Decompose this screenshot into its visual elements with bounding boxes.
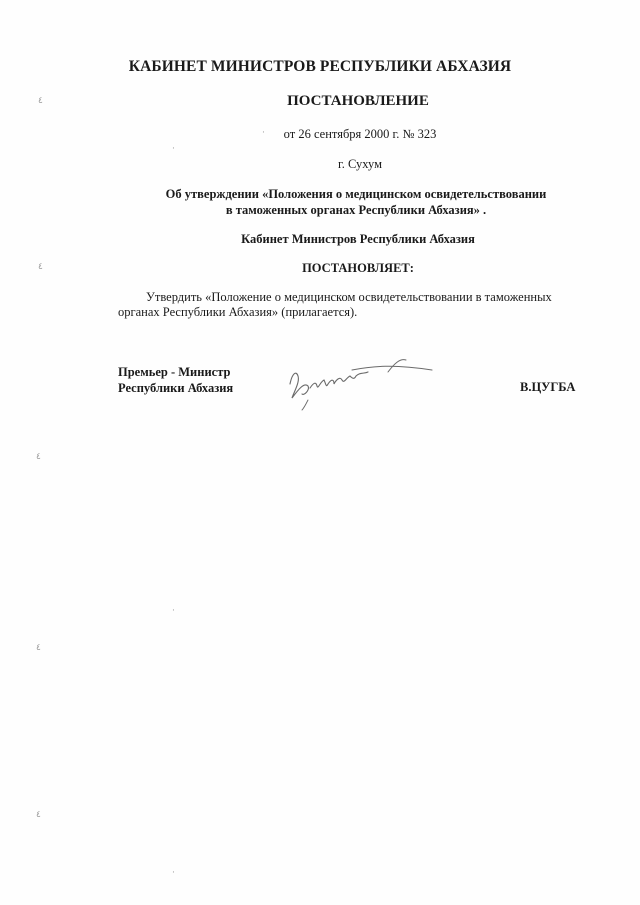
body-line-1	[118, 290, 598, 305]
scan-artifact-dot: ·	[172, 144, 175, 154]
scan-artifact-mark: ٤	[36, 810, 41, 820]
decree-body	[118, 290, 598, 320]
signer-title-line-2: Республики Абхазия	[118, 381, 234, 395]
scan-artifact-dot: ·	[262, 128, 265, 138]
organization-title: КАБИНЕТ МИНИСТРОВ РЕСПУБЛИКИ АБХАЗИЯ	[128, 58, 512, 75]
signer-name: В.ЦУГБА	[520, 380, 576, 394]
scan-artifact-dot: ·	[172, 868, 175, 878]
body-line-2: органах Республики Абхазия» (прилагается).	[118, 305, 358, 319]
scan-artifact-mark: ٤	[36, 643, 41, 653]
document-city: г. Сухум	[337, 157, 382, 171]
body-line-1-text: Утвердить «Положение о медицинском освидетельствовании в таможенных	[146, 290, 552, 304]
scan-artifact-dot: ·	[172, 606, 175, 616]
issuer-line: Кабинет Министров Республики Абхазия	[241, 232, 475, 246]
decree-word: ПОСТАНОВЛЯЕТ:	[302, 261, 414, 275]
signer-title-line-1: Премьер - Министр	[118, 365, 231, 379]
document-subject	[36, 186, 640, 218]
subject-line-1: Об утверждении «Положения о медицинском освидетельствовании	[165, 187, 547, 201]
scan-artifact-mark: ٤	[38, 262, 43, 272]
signer-title	[118, 364, 233, 396]
scan-artifact-mark: ٤	[38, 96, 43, 106]
document-date-number: от 26 сентября 2000 г. № 323	[283, 127, 437, 141]
scan-artifact-mark: ٤	[36, 452, 41, 462]
document-type: ПОСТАНОВЛЕНИЕ	[287, 93, 429, 109]
handwritten-signature	[282, 352, 442, 412]
subject-line-2: в таможенных органах Республики Абхазия» .	[225, 203, 487, 217]
